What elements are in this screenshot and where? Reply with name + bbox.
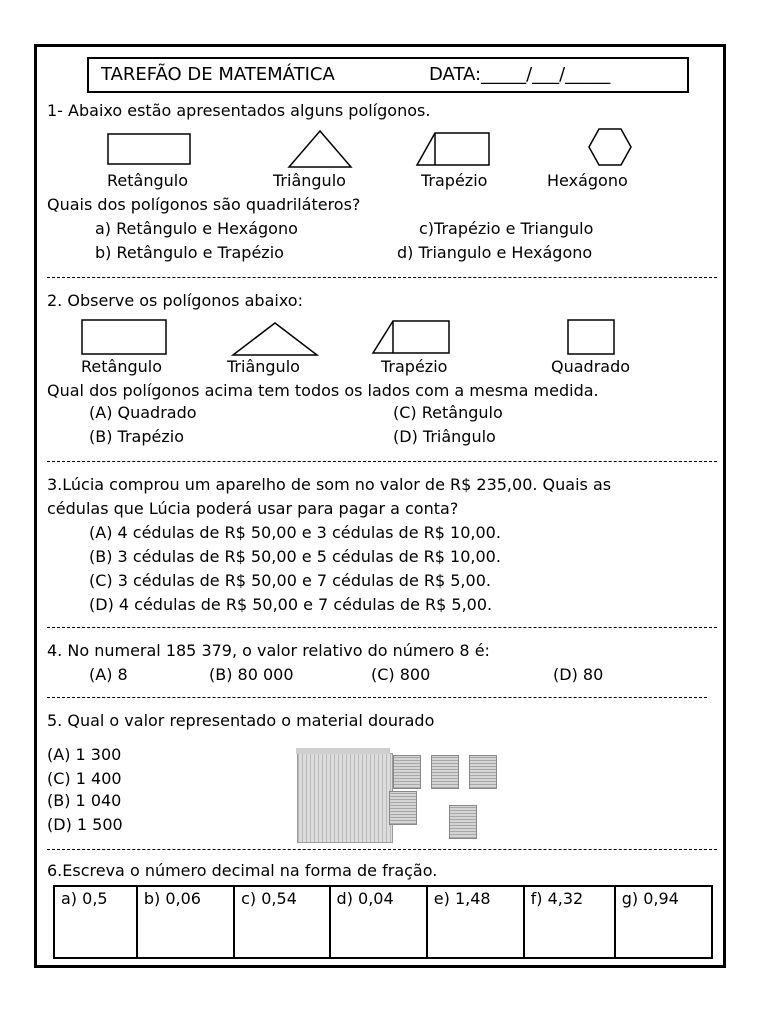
divider bbox=[47, 277, 717, 278]
worksheet-title: TAREFÃO DE MATEMÁTICA bbox=[101, 64, 335, 85]
answer-cell-g[interactable]: g) 0,94 bbox=[615, 886, 712, 958]
divider bbox=[47, 461, 717, 462]
q1-option-c: c)Trapézio e Triangulo bbox=[419, 219, 594, 238]
answer-cell-a[interactable]: a) 0,5 bbox=[54, 886, 137, 958]
date-field: DATA:_____/___/_____ bbox=[429, 64, 611, 85]
trapezoid-shape-q1 bbox=[415, 131, 491, 167]
q1-option-a: a) Retângulo e Hexágono bbox=[95, 219, 298, 238]
q1-label-rectangle: Retângulo bbox=[107, 171, 188, 190]
triangle-shape-q1 bbox=[287, 129, 353, 169]
q2-label-triangle: Triângulo bbox=[227, 357, 300, 376]
q1-option-d: d) Triangulo e Hexágono bbox=[397, 243, 593, 262]
q4-option-d: (D) 80 bbox=[553, 665, 604, 684]
answer-cell-f[interactable]: f) 4,32 bbox=[524, 886, 615, 958]
q3-option-d: (D) 4 cédulas de R$ 50,00 e 7 cédulas de R$ 5,00. bbox=[89, 595, 493, 614]
rectangle-shape-q2 bbox=[81, 319, 167, 355]
q6-prompt: 6.Escreva o número decimal na forma de fração. bbox=[47, 861, 438, 880]
q2-option-b: (B) Trapézio bbox=[89, 427, 184, 446]
worksheet bbox=[34, 44, 726, 968]
divider bbox=[47, 849, 717, 850]
triangle-shape-q2 bbox=[231, 321, 319, 357]
q5-option-c: (C) 1 400 bbox=[47, 769, 122, 788]
rectangle-shape-q1 bbox=[107, 133, 191, 165]
answer-cell-c[interactable]: c) 0,54 bbox=[234, 886, 329, 958]
q5-prompt: 5. Qual o valor representado o material dourado bbox=[47, 711, 435, 730]
q1-label-triangle: Triângulo bbox=[273, 171, 346, 190]
q3-option-b: (B) 3 cédulas de R$ 50,00 e 5 cédulas de R$ 10,00. bbox=[89, 547, 501, 566]
q3-line-2: cédulas que Lúcia poderá usar para pagar a conta? bbox=[47, 499, 459, 518]
q5-option-d: (D) 1 500 bbox=[47, 815, 123, 834]
divider bbox=[47, 627, 717, 628]
q2-prompt: 2. Observe os polígonos abaixo: bbox=[47, 291, 303, 310]
header-box bbox=[87, 57, 689, 93]
q3-option-a: (A) 4 cédulas de R$ 50,00 e 3 cédulas de R$ 10,00. bbox=[89, 523, 501, 542]
q4-prompt: 4. No numeral 185 379, o valor relativo do número 8 é: bbox=[47, 641, 490, 660]
q4-option-c: (C) 800 bbox=[371, 665, 431, 684]
q2-label-trapezoid: Trapézio bbox=[381, 357, 448, 376]
fraction-answer-table bbox=[53, 885, 713, 959]
trapezoid-shape-q2 bbox=[371, 319, 451, 355]
base-ten-cube-image bbox=[297, 753, 393, 843]
q4-option-a: (A) 8 bbox=[89, 665, 128, 684]
answer-cell-e[interactable]: e) 1,48 bbox=[427, 886, 524, 958]
q1-option-b: b) Retângulo e Trapézio bbox=[95, 243, 284, 262]
hexagon-shape-q1 bbox=[587, 127, 633, 167]
base-ten-flat-image bbox=[431, 755, 459, 789]
q3-option-c: (C) 3 cédulas de R$ 50,00 e 7 cédulas de R$ 5,00. bbox=[89, 571, 491, 590]
q3-line-1: 3.Lúcia comprou um aparelho de som no valor de R$ 235,00. Quais as bbox=[47, 475, 612, 494]
q2-label-square: Quadrado bbox=[551, 357, 631, 376]
answer-cell-d[interactable]: d) 0,04 bbox=[330, 886, 427, 958]
base-ten-flat-image bbox=[393, 755, 421, 789]
square-shape-q2 bbox=[567, 319, 615, 355]
q2-question: Qual dos polígonos acima tem todos os lados com a mesma medida. bbox=[47, 381, 599, 400]
q5-option-b: (B) 1 040 bbox=[47, 791, 122, 810]
q2-option-c: (C) Retângulo bbox=[393, 403, 503, 422]
base-ten-flat-image bbox=[389, 791, 417, 825]
q4-option-b: (B) 80 000 bbox=[209, 665, 294, 684]
q1-label-hexagon: Hexágono bbox=[547, 171, 628, 190]
q2-label-rectangle: Retângulo bbox=[81, 357, 162, 376]
base-ten-flat-image bbox=[449, 805, 477, 839]
q2-option-a: (A) Quadrado bbox=[89, 403, 197, 422]
q1-prompt: 1- Abaixo estão apresentados alguns polígonos. bbox=[47, 101, 431, 120]
q1-question: Quais dos polígonos são quadriláteros? bbox=[47, 195, 361, 214]
divider bbox=[47, 697, 707, 698]
q2-option-d: (D) Triângulo bbox=[393, 427, 496, 446]
q1-label-trapezoid: Trapézio bbox=[421, 171, 488, 190]
base-ten-flat-image bbox=[469, 755, 497, 789]
q5-option-a: (A) 1 300 bbox=[47, 745, 122, 764]
answer-cell-b[interactable]: b) 0,06 bbox=[137, 886, 234, 958]
